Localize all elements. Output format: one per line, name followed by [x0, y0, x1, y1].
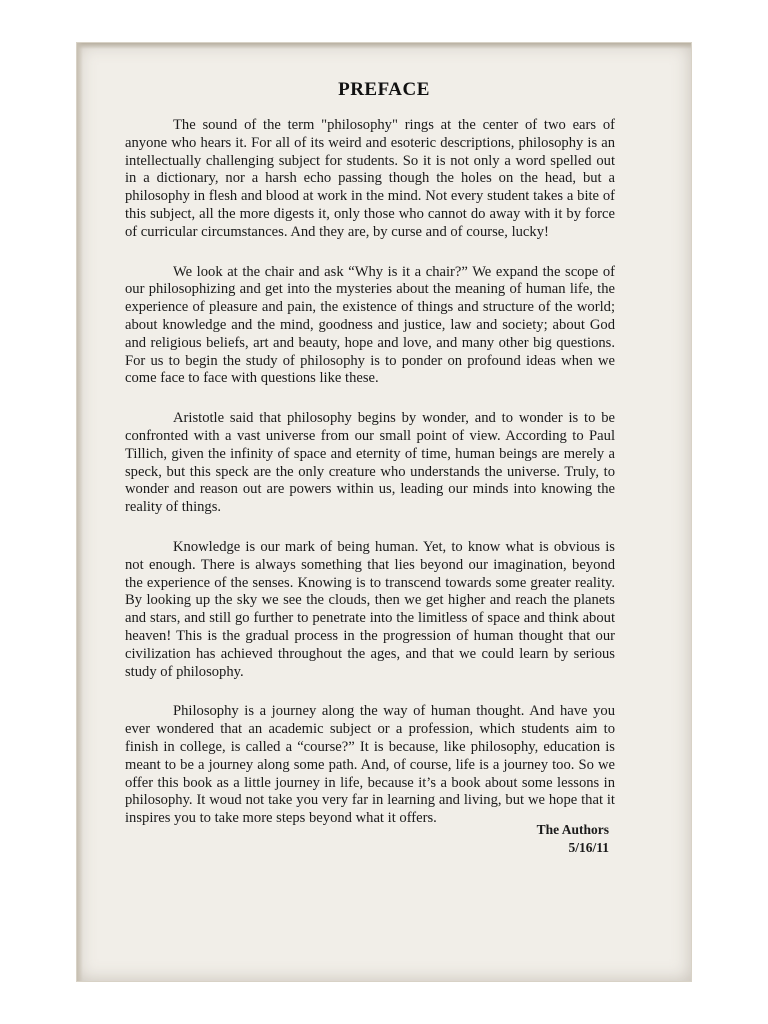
- preface-page: [76, 42, 692, 982]
- paragraph-4: Knowledge is our mark of being human. Yet, to know what is obvious is not enough. There is always something that lies beyond our imagination, beyond the experience of the senses. Knowing is to transcend towards some greater reality. By looking up the sky we see the clouds, then we get higher and reach the planets and stars, and still go further to penetrate into the limitless of space and think about heaven! This is the gradual process in the progression of human thought that our civilization has achieved throughout the ages, and that we could learn by serious study of philosophy.: [125, 538, 615, 680]
- paragraph-2: We look at the chair and ask “Why is it a chair?” We expand the scope of our philosophizing and get into the mysteries about the meaning of human life, the experience of pleasure and pain, the existence of things and structure of the world; about knowledge and the mind, goodness and justice, law and society; about God and religious beliefs, art and beauty, hope and love, and many other big questions. For us to begin the study of philosophy is to ponder on profound ideas when we come face to face with questions like these.: [125, 263, 615, 387]
- signature-block: [537, 821, 609, 857]
- preface-body: [125, 117, 615, 850]
- paragraph-1: The sound of the term "philosophy" rings at the center of two ears of anyone who hears it. For all of its weird and esoteric descriptions, philosophy is an intellectually challenging subject for students. So it is not only a word spelled out in a dictionary, nor a harsh echo passing though the holes on the head, but a philosophy in flesh and blood at work in the mind. Not every student takes a bite of this subject, all the more digests it, only those who cannot do away with it by force of curricular circumstances. And they are, by curse and of course, lucky!: [125, 117, 615, 240]
- paragraph-3: Aristotle said that philosophy begins by wonder, and to wonder is to be confronted with a vast universe from our small point of view. According to Paul Tillich, given the infinity of space and eternity of time, human beings are merely a speck, but this speck are the only creature who understands the universe. Truly, to wonder and reason out are powers within us, leading our minds into knowing the reality of things.: [125, 410, 615, 516]
- page-title: PREFACE: [338, 79, 430, 100]
- signature-date: 5/16/11: [568, 840, 609, 855]
- paragraph-5: Philosophy is a journey along the way of human thought. And have you ever wondered that an academic subject or a profession, which students aim to finish in college, is called a “course?” It is because, like philosophy, education is meant to be a journey along some path. And, of course, life is a journey too. So we offer this book as a little journey in life, because it’s a book about some lessons in philosophy. It woud not take you very far in learning and living, but we hope that it inspires you to take more steps beyond what it offers.: [125, 703, 615, 827]
- signature-author: The Authors: [536, 822, 609, 837]
